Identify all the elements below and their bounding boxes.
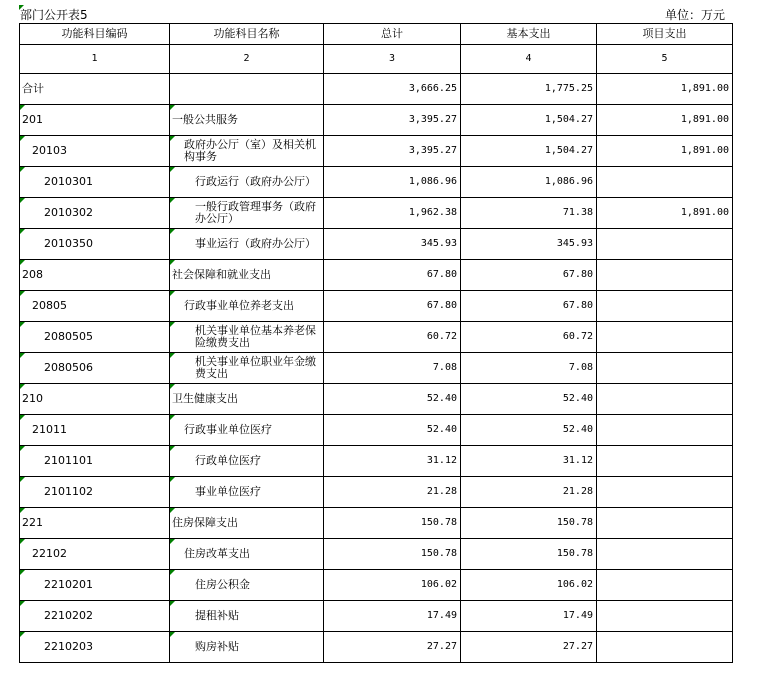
row-basic-text: 67.80 — [562, 300, 593, 311]
row-total-text: 3,395.27 — [408, 114, 457, 125]
cell-marker-icon — [170, 291, 175, 296]
index-5: 5 — [597, 45, 733, 74]
row-code — [20, 415, 170, 446]
index-3: 3 — [324, 45, 461, 74]
row-project — [597, 322, 733, 353]
row-name-text: 购房补贴 — [195, 640, 239, 653]
row-basic-text: 60.72 — [562, 331, 593, 342]
row-total — [324, 136, 461, 167]
row-project — [597, 167, 733, 198]
row-name-text: 社会保障和就业支出 — [172, 268, 271, 281]
row-code-text: 20805 — [32, 299, 67, 312]
cell-marker-icon — [170, 446, 175, 451]
row-code — [20, 353, 170, 384]
row-code — [20, 384, 170, 415]
cell-marker-icon — [170, 260, 175, 265]
row-project — [597, 105, 733, 136]
row-name — [170, 74, 324, 105]
row-basic — [461, 229, 597, 260]
row-total-text: 67.80 — [426, 269, 457, 280]
index-4: 4 — [461, 45, 597, 74]
cell-marker-icon — [170, 570, 175, 575]
row-code — [20, 229, 170, 260]
row-total — [324, 198, 461, 229]
unit-label: 单位：万元 — [665, 8, 726, 22]
row-total-text: 60.72 — [426, 331, 457, 342]
row-code — [20, 508, 170, 539]
row-basic-text: 27.27 — [562, 641, 593, 652]
row-project — [597, 229, 733, 260]
row-basic — [461, 570, 597, 601]
row-project — [597, 601, 733, 632]
row-code-text: 20103 — [32, 144, 67, 157]
row-basic — [461, 508, 597, 539]
cell-marker-icon — [20, 198, 25, 203]
header-total: 总计 — [324, 24, 461, 45]
row-project — [597, 260, 733, 291]
row-basic-text: 31.12 — [562, 455, 593, 466]
row-code-text: 2101102 — [44, 485, 93, 498]
cell-marker-icon — [170, 632, 175, 637]
row-basic — [461, 136, 597, 167]
row-code-text: 2010301 — [44, 175, 93, 188]
row-code-text: 合计 — [22, 82, 44, 95]
row-basic-text: 67.80 — [562, 269, 593, 280]
row-total-text: 17.49 — [426, 610, 457, 621]
table-row — [20, 167, 733, 198]
cell-marker-icon — [170, 136, 175, 141]
row-total — [324, 260, 461, 291]
row-basic — [461, 539, 597, 570]
cell-marker-icon — [20, 167, 25, 172]
table-row — [20, 229, 733, 260]
row-code — [20, 601, 170, 632]
row-code-text: 201 — [22, 113, 43, 126]
row-total — [324, 74, 461, 105]
row-basic — [461, 291, 597, 322]
table-row — [20, 198, 733, 229]
row-name — [170, 260, 324, 291]
row-basic-text: 17.49 — [562, 610, 593, 621]
row-basic — [461, 601, 597, 632]
table-row — [20, 446, 733, 477]
table-row — [20, 632, 733, 663]
table-row — [20, 477, 733, 508]
row-total-text: 1,086.96 — [408, 176, 457, 187]
table-title: 部门公开表5 — [20, 8, 88, 22]
row-basic-text: 106.02 — [556, 579, 593, 590]
row-code — [20, 446, 170, 477]
cell-marker-icon — [20, 477, 25, 482]
row-project — [597, 415, 733, 446]
row-project-text: 1,891.00 — [680, 114, 729, 125]
row-name-text: 行政事业单位养老支出 — [184, 299, 294, 312]
row-basic — [461, 260, 597, 291]
row-project — [597, 136, 733, 167]
row-total — [324, 229, 461, 260]
row-basic — [461, 167, 597, 198]
row-basic — [461, 353, 597, 384]
row-project — [597, 384, 733, 415]
row-code-text: 22102 — [32, 547, 67, 560]
row-code — [20, 570, 170, 601]
cell-marker-icon — [20, 601, 25, 606]
row-basic-text: 7.08 — [568, 362, 593, 373]
cell-marker-icon — [20, 384, 25, 389]
row-code — [20, 322, 170, 353]
header-project: 项目支出 — [597, 24, 733, 45]
cell-marker-icon — [170, 322, 175, 327]
row-basic-text: 71.38 — [562, 207, 593, 218]
cell-marker-icon — [20, 136, 25, 141]
row-project — [597, 570, 733, 601]
header-basic: 基本支出 — [461, 24, 597, 45]
row-name-text: 一般行政管理事务（政府办公厅） — [195, 200, 316, 225]
cell-marker-icon — [170, 229, 175, 234]
cell-marker-icon — [170, 508, 175, 513]
row-total — [324, 415, 461, 446]
row-name — [170, 508, 324, 539]
row-code-text: 210 — [22, 392, 43, 405]
cell-marker-icon — [20, 539, 25, 544]
row-code-text: 2101101 — [44, 454, 93, 467]
row-name-text: 行政事业单位医疗 — [184, 423, 272, 436]
row-total-text: 7.08 — [432, 362, 457, 373]
cell-marker-icon — [20, 415, 25, 420]
row-total-text: 345.93 — [420, 238, 457, 249]
table-row — [20, 291, 733, 322]
row-basic — [461, 384, 597, 415]
row-total — [324, 384, 461, 415]
row-basic-text: 1,775.25 — [544, 83, 593, 94]
cell-marker-icon — [170, 477, 175, 482]
index-1: 1 — [20, 45, 170, 74]
table-row — [20, 353, 733, 384]
cell-marker-icon — [170, 167, 175, 172]
row-project — [597, 477, 733, 508]
row-total — [324, 539, 461, 570]
row-total — [324, 632, 461, 663]
row-code — [20, 632, 170, 663]
row-name-text: 行政运行（政府办公厅） — [195, 175, 316, 188]
row-total — [324, 446, 461, 477]
row-name — [170, 601, 324, 632]
row-name — [170, 167, 324, 198]
row-total — [324, 322, 461, 353]
row-total-text: 52.40 — [426, 393, 457, 404]
row-total — [324, 477, 461, 508]
row-name — [170, 322, 324, 353]
row-project-text: 1,891.00 — [680, 83, 729, 94]
row-basic — [461, 198, 597, 229]
row-total — [324, 291, 461, 322]
row-name — [170, 353, 324, 384]
cell-marker-icon — [20, 291, 25, 296]
cell-marker-icon — [170, 105, 175, 110]
row-name — [170, 446, 324, 477]
row-project — [597, 632, 733, 663]
row-code — [20, 291, 170, 322]
cell-marker-icon — [20, 260, 25, 265]
table-row — [20, 322, 733, 353]
row-basic-text: 150.78 — [556, 548, 593, 559]
cell-marker-icon — [20, 322, 25, 327]
row-total-text: 52.40 — [426, 424, 457, 435]
row-project — [597, 539, 733, 570]
row-name — [170, 229, 324, 260]
row-basic-text: 150.78 — [556, 517, 593, 528]
cell-marker-icon — [20, 353, 25, 358]
row-name — [170, 539, 324, 570]
row-name-text: 事业运行（政府办公厅） — [195, 237, 316, 250]
cell-marker-icon — [20, 508, 25, 513]
row-code — [20, 539, 170, 570]
row-code — [20, 260, 170, 291]
row-name-text: 住房改革支出 — [184, 547, 250, 560]
row-project — [597, 508, 733, 539]
row-code-text: 2080505 — [44, 330, 93, 343]
row-total-text: 31.12 — [426, 455, 457, 466]
row-name-text: 事业单位医疗 — [195, 485, 261, 498]
cell-marker-icon — [170, 384, 175, 389]
header-code: 功能科目编码 — [20, 24, 170, 45]
header-name: 功能科目名称 — [170, 24, 324, 45]
header-row — [20, 24, 733, 45]
row-name — [170, 477, 324, 508]
row-name-text: 一般公共服务 — [172, 113, 238, 126]
cell-marker-icon — [20, 229, 25, 234]
row-name-text: 卫生健康支出 — [172, 392, 238, 405]
row-basic — [461, 477, 597, 508]
row-total-text: 150.78 — [420, 517, 457, 528]
table-row — [20, 136, 733, 167]
row-name-text: 住房公积金 — [195, 578, 250, 591]
cell-marker-icon — [170, 601, 175, 606]
row-total — [324, 105, 461, 136]
row-basic — [461, 322, 597, 353]
row-code-text: 21011 — [32, 423, 67, 436]
cell-marker-icon — [20, 632, 25, 637]
row-total-text: 3,666.25 — [408, 83, 457, 94]
row-total-text: 150.78 — [420, 548, 457, 559]
row-code — [20, 167, 170, 198]
row-project — [597, 291, 733, 322]
row-basic — [461, 446, 597, 477]
row-code-text: 2010302 — [44, 206, 93, 219]
row-name-text: 机关事业单位基本养老保险缴费支出 — [195, 324, 316, 349]
row-total — [324, 570, 461, 601]
row-total-text: 1,962.38 — [408, 207, 457, 218]
row-basic — [461, 632, 597, 663]
row-code — [20, 198, 170, 229]
cell-marker-icon — [170, 415, 175, 420]
expenditure-table — [19, 23, 733, 663]
row-name-text: 政府办公厅（室）及相关机构事务 — [184, 138, 316, 163]
row-total-text: 27.27 — [426, 641, 457, 652]
row-code-text: 2210202 — [44, 609, 93, 622]
row-basic — [461, 105, 597, 136]
row-code-text: 2210203 — [44, 640, 93, 653]
table-row — [20, 74, 733, 105]
table-row — [20, 260, 733, 291]
row-name — [170, 415, 324, 446]
row-basic — [461, 415, 597, 446]
row-code-text: 221 — [22, 516, 43, 529]
row-name-text: 行政单位医疗 — [195, 454, 261, 467]
row-basic-text: 21.28 — [562, 486, 593, 497]
row-name-text: 住房保障支出 — [172, 516, 238, 529]
cell-marker-icon — [20, 105, 25, 110]
row-name — [170, 291, 324, 322]
row-project-text: 1,891.00 — [680, 207, 729, 218]
row-project — [597, 446, 733, 477]
table-row — [20, 570, 733, 601]
row-code-text: 2010350 — [44, 237, 93, 250]
row-basic-text: 345.93 — [556, 238, 593, 249]
row-name — [170, 105, 324, 136]
row-code — [20, 74, 170, 105]
row-basic — [461, 74, 597, 105]
index-row — [20, 45, 733, 74]
row-total — [324, 601, 461, 632]
table-row — [20, 384, 733, 415]
index-2: 2 — [170, 45, 324, 74]
row-code-text: 2210201 — [44, 578, 93, 591]
table-row — [20, 601, 733, 632]
cell-marker-icon — [20, 446, 25, 451]
row-basic-text: 52.40 — [562, 393, 593, 404]
row-basic-text: 1,086.96 — [544, 176, 593, 187]
row-code — [20, 477, 170, 508]
row-total-text: 21.28 — [426, 486, 457, 497]
row-total-text: 106.02 — [420, 579, 457, 590]
row-name-text: 机关事业单位职业年金缴费支出 — [195, 355, 316, 380]
row-code — [20, 136, 170, 167]
table-row — [20, 508, 733, 539]
row-total — [324, 167, 461, 198]
row-project — [597, 198, 733, 229]
row-code-text: 208 — [22, 268, 43, 281]
table-row — [20, 539, 733, 570]
cell-marker-icon — [170, 198, 175, 203]
row-basic-text: 1,504.27 — [544, 114, 593, 125]
cell-marker-icon — [20, 570, 25, 575]
cell-marker-icon — [170, 539, 175, 544]
row-total — [324, 353, 461, 384]
table-row — [20, 415, 733, 446]
row-total-text: 67.80 — [426, 300, 457, 311]
cell-marker-icon — [170, 353, 175, 358]
row-project — [597, 74, 733, 105]
table-row — [20, 105, 733, 136]
row-code-text: 2080506 — [44, 361, 93, 374]
row-project-text: 1,891.00 — [680, 145, 729, 156]
row-name — [170, 384, 324, 415]
row-name-text: 提租补贴 — [195, 609, 239, 622]
row-total — [324, 508, 461, 539]
row-name — [170, 136, 324, 167]
row-project — [597, 353, 733, 384]
row-name — [170, 198, 324, 229]
row-code — [20, 105, 170, 136]
row-name — [170, 570, 324, 601]
row-basic-text: 52.40 — [562, 424, 593, 435]
row-name — [170, 632, 324, 663]
row-total-text: 3,395.27 — [408, 145, 457, 156]
row-basic-text: 1,504.27 — [544, 145, 593, 156]
